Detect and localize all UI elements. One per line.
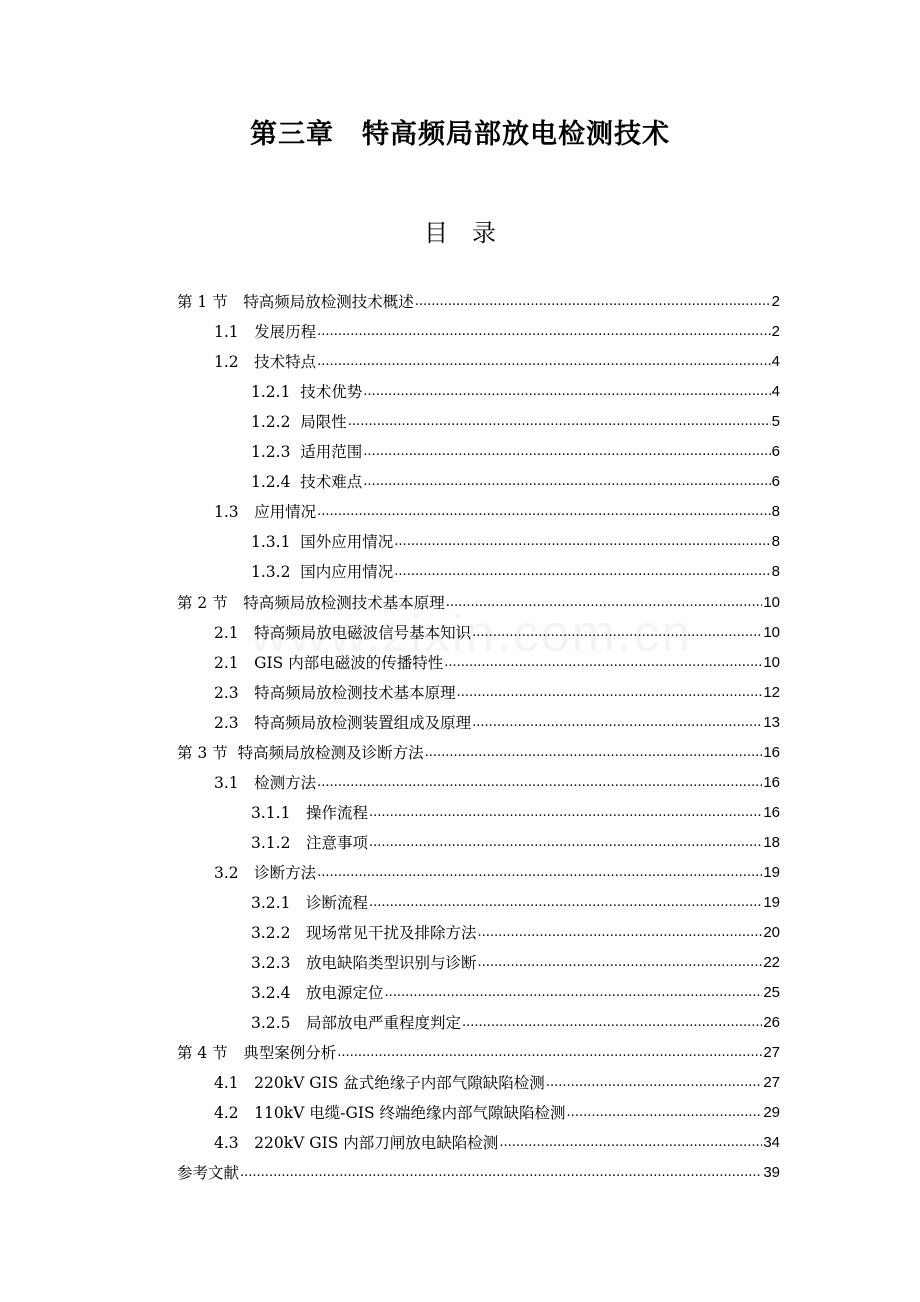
toc-dot-leader — [384, 982, 762, 1004]
toc-entry-page-number: 13 — [763, 713, 780, 731]
toc-dot-leader — [363, 441, 770, 463]
toc-entry[interactable] — [214, 497, 780, 527]
toc-dot-leader — [446, 592, 763, 614]
toc-entry-label: 3.2.2 现场常见干扰及排除方法 — [251, 924, 477, 943]
toc-entry[interactable] — [214, 1068, 780, 1098]
toc-entry-page-number: 8 — [771, 503, 780, 521]
toc-dot-leader — [457, 682, 763, 704]
toc-entry-page-number: 16 — [763, 773, 780, 791]
toc-dot-leader — [348, 411, 771, 433]
toc-entry-label: 3.2.1 诊断流程 — [251, 894, 368, 912]
toc-entry-label: 3.1 检测方法 — [214, 773, 317, 792]
toc-entry[interactable] — [214, 648, 780, 678]
toc-entry-label: 2.1 特高频局放电磁波信号基本知识 — [214, 623, 472, 642]
toc-entry-page-number: 10 — [763, 623, 780, 641]
toc-entry-page-number: 19 — [763, 863, 780, 881]
toc-entry-label: 3.1.2 注意事项 — [251, 833, 368, 852]
toc-entry-label: 第 1 节 特高频局放检测技术概述 — [177, 293, 414, 311]
toc-entry[interactable] — [177, 1038, 780, 1068]
toc-dot-leader — [369, 832, 762, 854]
toc-entry-label: 3.2 诊断方法 — [214, 863, 317, 882]
toc-entry-label: 1.2 技术特点 — [214, 353, 317, 372]
toc-entry-page-number: 29 — [763, 1104, 780, 1122]
toc-dot-leader — [317, 501, 771, 523]
toc-entry[interactable] — [251, 978, 780, 1008]
toc-entry-page-number: 27 — [763, 1074, 780, 1092]
toc-entry-label: 第 2 节 特高频局放检测技术基本原理 — [177, 593, 445, 612]
toc-entry-label: 2.3 特高频局放检测装置组成及原理 — [214, 713, 472, 732]
toc-entry-page-number: 6 — [771, 473, 780, 491]
toc-dot-leader — [425, 742, 763, 764]
toc-entry[interactable] — [251, 948, 780, 978]
toc-entry-label: 1.2.3 适用范围 — [251, 443, 363, 462]
toc-entry[interactable] — [251, 888, 780, 918]
toc-entry-page-number: 6 — [771, 443, 780, 461]
toc-entry[interactable] — [214, 678, 780, 708]
toc-entry-label: 3.2.5 局部放电严重程度判定 — [251, 1014, 461, 1033]
toc-dot-leader — [462, 1012, 762, 1034]
toc-entry[interactable] — [251, 377, 780, 407]
toc-entry-label: 4.3 220kV GIS 内部刀闸放电缺陷检测 — [214, 1134, 499, 1153]
toc-entry-page-number: 27 — [763, 1044, 780, 1062]
toc-entry[interactable] — [251, 557, 780, 587]
toc-entry-label: 1.3 应用情况 — [214, 503, 317, 522]
toc-dot-leader — [369, 802, 762, 824]
toc-dot-leader — [394, 531, 770, 553]
toc-entry-page-number: 2 — [771, 323, 780, 341]
toc-dot-leader — [444, 652, 762, 674]
toc-entry-label: 1.2.1 技术优势 — [251, 383, 363, 402]
toc-entry-label: 第 4 节 典型案例分析 — [177, 1044, 337, 1063]
toc-entry-page-number: 12 — [763, 683, 780, 701]
toc-entry[interactable] — [177, 588, 780, 618]
toc-entry-page-number: 26 — [763, 1014, 780, 1032]
toc-entry-label: 3.2.3 放电缺陷类型识别与诊断 — [251, 954, 477, 973]
toc-dot-leader — [472, 712, 762, 734]
toc-entry-label: 4.1 220kV GIS 盆式绝缘子内部气隙缺陷检测 — [214, 1074, 545, 1093]
toc-entry[interactable] — [214, 618, 780, 648]
toc-entry-page-number: 34 — [763, 1134, 780, 1152]
toc-dot-leader — [337, 1042, 762, 1064]
toc-entry-label: 4.2 110kV 电缆-GIS 终端绝缘内部气隙缺陷检测 — [214, 1104, 566, 1123]
toc-dot-leader — [477, 952, 762, 974]
toc-entry-page-number: 5 — [771, 413, 780, 431]
toc-dot-leader — [499, 1132, 762, 1154]
toc-entry-label: 3.2.4 放电源定位 — [251, 984, 384, 1003]
toc-entry[interactable] — [214, 768, 780, 798]
toc-entry[interactable] — [214, 317, 780, 347]
toc-entry[interactable] — [214, 1128, 780, 1158]
toc-entry[interactable] — [251, 527, 780, 557]
toc-dot-leader — [477, 922, 762, 944]
toc-entry-label: 第 3 节 特高频局放检测及诊断方法 — [177, 743, 424, 762]
toc-entry-page-number: 10 — [763, 653, 780, 671]
toc-entry[interactable] — [251, 1008, 780, 1038]
toc-dot-leader — [317, 351, 771, 373]
toc-entry-label: 1.2.4 技术难点 — [251, 473, 363, 492]
toc-entry[interactable] — [251, 828, 780, 858]
toc-entry[interactable] — [214, 708, 780, 738]
toc-dot-leader — [415, 291, 771, 313]
toc-entry-page-number: 16 — [763, 803, 780, 821]
toc-entry-page-number: 39 — [763, 1164, 780, 1182]
toc-entry-page-number: 16 — [763, 743, 780, 761]
toc-entry-page-number: 4 — [771, 353, 780, 371]
toc-dot-leader — [546, 1072, 763, 1094]
toc-entry-label: 2.3 特高频局放检测技术基本原理 — [214, 683, 456, 702]
toc-entry[interactable] — [214, 858, 780, 888]
toc-entry-page-number: 18 — [763, 833, 780, 851]
chapter-title: 第三章 特高频局部放电检测技术 — [250, 119, 670, 150]
toc-dot-leader — [567, 1102, 763, 1124]
toc-entry-page-number: 2 — [771, 293, 780, 310]
toc-entry[interactable] — [251, 407, 780, 437]
toc-entry-label: 1.1 发展历程 — [214, 323, 317, 342]
toc-entry-page-number: 25 — [763, 984, 780, 1002]
toc-entry[interactable] — [177, 1158, 780, 1188]
toc-dot-leader — [317, 772, 762, 794]
toc-entry-label: 1.3.1 国外应用情况 — [251, 533, 394, 552]
toc-dot-leader — [317, 321, 771, 343]
toc-entry-label: 2.1 GIS 内部电磁波的传播特性 — [214, 653, 444, 672]
toc-dot-leader — [240, 1162, 762, 1184]
toc-entry-label: 1.3.2 国内应用情况 — [251, 563, 394, 582]
toc-dot-leader — [363, 381, 770, 403]
toc-entry-label: 1.2.2 局限性 — [251, 413, 347, 432]
toc-entry-page-number: 20 — [763, 924, 780, 942]
toc-dot-leader — [363, 471, 770, 493]
toc-entry-page-number: 8 — [771, 533, 780, 551]
toc-entry-page-number: 22 — [763, 954, 780, 972]
toc-entry-page-number: 10 — [763, 593, 780, 611]
toc-entry-label: 参考文献 — [177, 1164, 240, 1183]
toc-entry[interactable] — [214, 1098, 780, 1128]
toc-entry-page-number: 19 — [763, 894, 780, 911]
toc-entry[interactable] — [251, 918, 780, 948]
toc-entry[interactable] — [251, 467, 780, 497]
toc-dot-leader — [394, 561, 770, 583]
toc-entry[interactable] — [177, 738, 780, 768]
toc-entry-page-number: 8 — [771, 563, 780, 581]
toc-entry[interactable] — [214, 347, 780, 377]
toc-entry-label: 3.1.1 操作流程 — [251, 803, 368, 822]
toc-dot-leader — [369, 892, 762, 914]
toc-entry[interactable] — [251, 798, 780, 828]
toc-heading: 目 录 — [424, 219, 496, 247]
toc-entry-page-number: 4 — [771, 383, 780, 401]
toc-entry[interactable] — [177, 287, 780, 317]
toc-entry[interactable] — [251, 437, 780, 467]
toc-dot-leader — [317, 862, 762, 884]
toc-dot-leader — [472, 622, 762, 644]
